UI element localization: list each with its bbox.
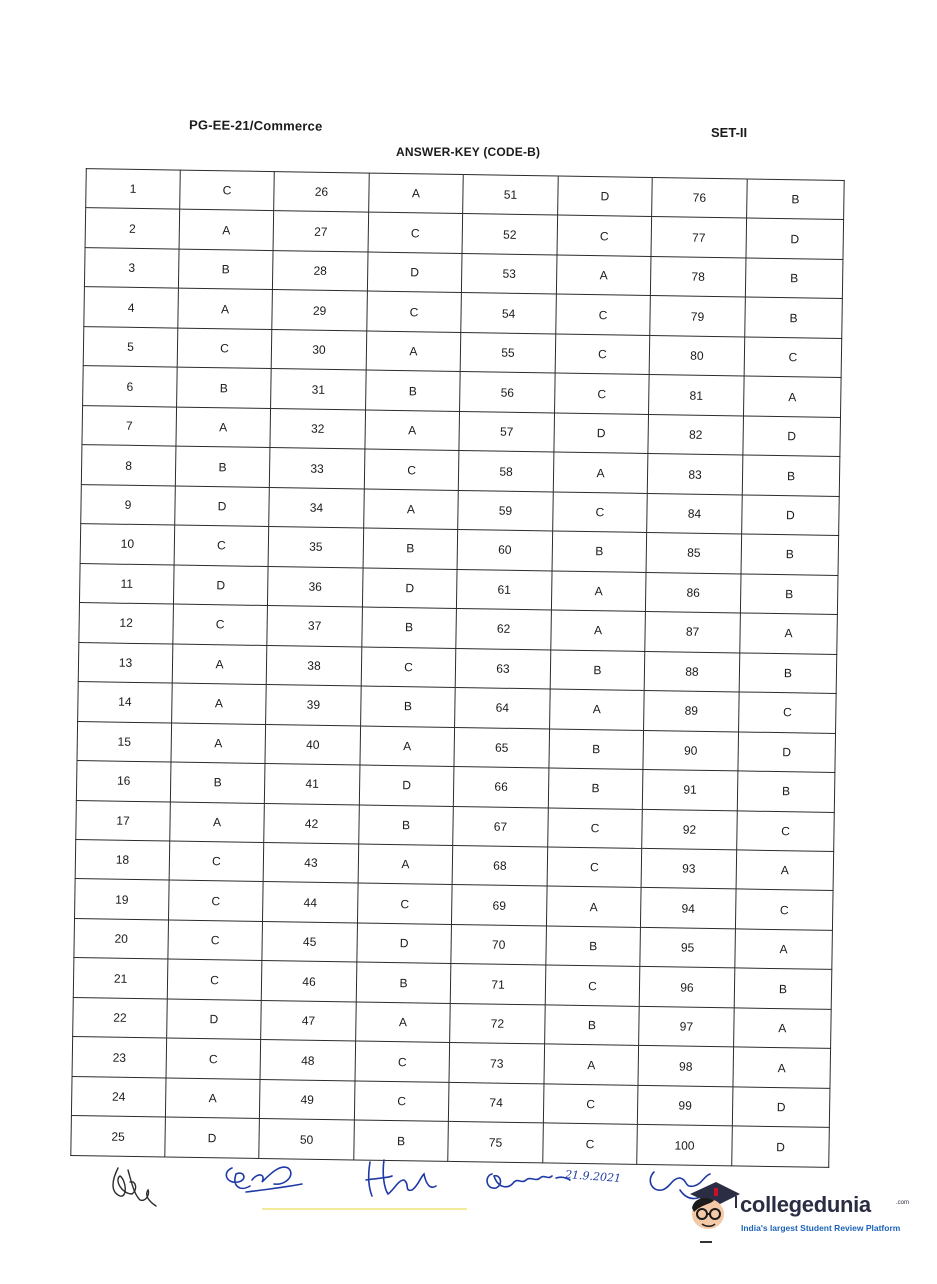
question-number: 2 <box>85 208 180 249</box>
question-number: 78 <box>650 256 746 297</box>
signature-3 <box>366 1160 436 1196</box>
answer-option: A <box>369 173 464 214</box>
highlighter-mark <box>262 1208 467 1210</box>
question-number: 69 <box>451 885 547 926</box>
question-number: 54 <box>461 293 557 334</box>
question-number: 70 <box>451 924 547 965</box>
answer-option: C <box>177 328 272 369</box>
question-number: 93 <box>641 848 737 889</box>
answer-option: A <box>366 331 461 372</box>
question-number: 91 <box>642 769 738 810</box>
question-number: 5 <box>83 326 178 367</box>
answer-option: C <box>543 1084 638 1125</box>
answer-option: A <box>165 1078 260 1119</box>
answer-option: C <box>357 883 452 924</box>
question-number: 22 <box>73 997 168 1038</box>
answer-option: B <box>745 297 843 338</box>
answer-option: C <box>543 1123 638 1164</box>
question-number: 16 <box>76 761 171 802</box>
brand-tagline: India's largest Student Review Platform <box>741 1223 901 1233</box>
answer-option: B <box>747 179 845 220</box>
answer-option: D <box>742 495 840 536</box>
answer-option: C <box>548 807 643 848</box>
answer-option: C <box>355 1041 450 1082</box>
question-number: 46 <box>261 961 357 1002</box>
answer-option: B <box>177 367 272 408</box>
question-number: 74 <box>448 1082 544 1123</box>
question-number: 29 <box>272 290 368 331</box>
answer-option: A <box>365 410 460 451</box>
answer-option: D <box>558 176 653 217</box>
answer-option: C <box>174 525 269 566</box>
answer-option: D <box>743 416 841 457</box>
answer-option: A <box>170 802 265 843</box>
question-number: 24 <box>71 1076 166 1117</box>
answer-option: A <box>171 723 266 764</box>
question-number: 86 <box>645 572 741 613</box>
question-number: 4 <box>84 287 179 328</box>
question-number: 77 <box>651 217 747 258</box>
question-number: 11 <box>79 563 174 604</box>
question-number: 25 <box>71 1116 166 1157</box>
question-number: 66 <box>453 766 549 807</box>
answer-option: A <box>172 683 267 724</box>
question-number: 18 <box>75 840 170 881</box>
answer-option: D <box>362 568 457 609</box>
question-number: 63 <box>455 648 551 689</box>
question-number: 37 <box>267 606 363 647</box>
question-number: 47 <box>261 1000 357 1041</box>
question-number: 15 <box>77 721 172 762</box>
answer-option: A <box>356 1002 451 1043</box>
question-number: 67 <box>453 806 549 847</box>
question-number: 13 <box>78 642 173 683</box>
question-number: 3 <box>84 248 179 289</box>
answer-option: A <box>176 407 271 448</box>
answer-option: A <box>179 210 274 251</box>
answer-option: A <box>740 613 838 654</box>
question-number: 34 <box>269 487 365 528</box>
answer-key-table <box>70 168 844 1168</box>
answer-option: B <box>363 528 458 569</box>
question-number: 49 <box>259 1079 355 1120</box>
answer-option: C <box>361 647 456 688</box>
question-number: 99 <box>637 1085 733 1126</box>
answer-option: C <box>555 373 650 414</box>
answer-option: C <box>555 334 650 375</box>
answer-option: D <box>738 731 836 772</box>
question-number: 61 <box>456 569 552 610</box>
answer-option: B <box>361 686 456 727</box>
question-number: 55 <box>460 332 556 373</box>
question-number: 31 <box>271 369 367 410</box>
answer-option: A <box>550 689 645 730</box>
question-number: 98 <box>638 1046 734 1087</box>
question-number: 38 <box>266 645 362 686</box>
stray-mark <box>700 1241 712 1243</box>
question-number: 83 <box>647 454 743 495</box>
answer-option: B <box>741 534 839 575</box>
question-number: 39 <box>266 685 362 726</box>
answer-option: C <box>367 291 462 332</box>
question-number: 27 <box>273 211 369 252</box>
question-number: 85 <box>646 533 742 574</box>
question-number: 10 <box>80 524 175 565</box>
question-number: 75 <box>448 1122 544 1163</box>
question-number: 44 <box>262 882 358 923</box>
question-number: 17 <box>76 800 171 841</box>
answer-option: A <box>551 610 646 651</box>
question-number: 41 <box>264 764 360 805</box>
answer-option: B <box>359 804 454 845</box>
question-number: 6 <box>83 366 178 407</box>
question-number: 42 <box>264 803 360 844</box>
answer-option: B <box>745 258 843 299</box>
answer-option: D <box>167 999 262 1040</box>
signature-1 <box>113 1168 156 1206</box>
question-number: 45 <box>262 921 358 962</box>
question-number: 36 <box>267 566 363 607</box>
answer-option: D <box>732 1087 830 1128</box>
question-number: 88 <box>644 651 740 692</box>
answer-option: B <box>740 574 838 615</box>
answer-option: B <box>546 926 641 967</box>
answer-option: D <box>357 923 452 964</box>
signature-date: 21.9.2021 <box>564 1168 622 1185</box>
question-number: 43 <box>263 842 359 883</box>
answer-option: B <box>354 1120 449 1161</box>
answer-option: A <box>360 726 455 767</box>
question-number: 9 <box>81 484 176 525</box>
question-number: 30 <box>271 329 367 370</box>
question-number: 73 <box>449 1043 545 1084</box>
question-number: 33 <box>269 448 365 489</box>
answer-option: D <box>165 1117 260 1158</box>
question-number: 23 <box>72 1037 167 1078</box>
question-number: 35 <box>268 527 364 568</box>
answer-option: C <box>168 920 263 961</box>
graduate-mascot-icon <box>684 1178 740 1238</box>
answer-option: C <box>364 449 459 490</box>
answer-key-sheet <box>70 168 843 1168</box>
brand-watermark <box>684 1178 914 1248</box>
answer-option: A <box>553 452 648 493</box>
answer-option: C <box>735 889 833 930</box>
answer-option: C <box>169 880 264 921</box>
answer-option: B <box>356 962 451 1003</box>
brand-name: collegedunia <box>740 1192 871 1217</box>
answer-option: C <box>166 1038 261 1079</box>
answer-option: A <box>172 644 267 685</box>
answer-option: C <box>167 959 262 1000</box>
answer-option: D <box>732 1126 830 1167</box>
answer-option: A <box>364 489 459 530</box>
answer-option: B <box>552 531 647 572</box>
answer-option: A <box>743 376 841 417</box>
answer-option: B <box>742 455 840 496</box>
answer-option: A <box>178 288 273 329</box>
question-number: 64 <box>455 688 551 729</box>
answer-option: C <box>545 965 640 1006</box>
question-number: 50 <box>259 1119 355 1160</box>
question-number: 32 <box>270 408 366 449</box>
answer-option: C <box>547 847 642 888</box>
answer-option: C <box>173 604 268 645</box>
answer-key-body <box>71 169 844 1168</box>
question-number: 80 <box>649 335 745 376</box>
answer-option: C <box>557 215 652 256</box>
question-number: 89 <box>644 691 740 732</box>
set-label: SET-II <box>711 125 748 140</box>
answer-option: B <box>549 729 644 770</box>
question-number: 7 <box>82 405 177 446</box>
question-number: 90 <box>643 730 739 771</box>
answer-option: C <box>169 841 264 882</box>
answer-option: D <box>367 252 462 293</box>
answer-option: A <box>733 1047 831 1088</box>
question-number: 81 <box>649 375 745 416</box>
question-number: 12 <box>79 603 174 644</box>
question-number: 57 <box>459 411 555 452</box>
answer-option: B <box>545 1005 640 1046</box>
answer-option: B <box>737 771 835 812</box>
question-number: 68 <box>452 845 548 886</box>
answer-option: A <box>734 1008 832 1049</box>
question-number: 19 <box>75 879 170 920</box>
signature-2 <box>226 1167 302 1192</box>
answer-option: C <box>553 492 648 533</box>
answer-option: C <box>180 170 275 211</box>
answer-option: A <box>551 571 646 612</box>
answer-option: A <box>735 929 833 970</box>
answer-option: C <box>737 810 835 851</box>
question-number: 40 <box>265 724 361 765</box>
answer-option: A <box>736 850 834 891</box>
answer-option: B <box>170 762 265 803</box>
signature-4 <box>487 1174 570 1188</box>
exam-code: PG-EE-21/Commerce <box>188 117 323 134</box>
question-number: 28 <box>272 250 368 291</box>
answer-option: B <box>178 249 273 290</box>
answer-option: D <box>173 565 268 606</box>
question-number: 97 <box>639 1006 735 1047</box>
answer-option: D <box>175 486 270 527</box>
answer-option: B <box>366 370 461 411</box>
answer-option: B <box>734 968 832 1009</box>
answer-option: C <box>744 337 842 378</box>
answer-option: A <box>358 844 453 885</box>
answer-option: B <box>739 653 837 694</box>
answer-option: C <box>368 213 463 254</box>
question-number: 100 <box>637 1125 733 1166</box>
question-number: 51 <box>463 175 559 216</box>
answer-option: D <box>746 218 844 259</box>
question-number: 58 <box>458 451 554 492</box>
answer-option: B <box>175 446 270 487</box>
answer-option: C <box>739 692 837 733</box>
question-number: 60 <box>457 530 553 571</box>
answer-option: D <box>554 413 649 454</box>
question-number: 76 <box>652 178 748 219</box>
answer-option: B <box>550 650 645 691</box>
question-number: 84 <box>647 493 743 534</box>
question-number: 21 <box>73 958 168 999</box>
answer-option: C <box>556 294 651 335</box>
question-number: 95 <box>640 927 736 968</box>
question-number: 1 <box>86 169 181 210</box>
question-number: 59 <box>458 490 554 531</box>
question-number: 72 <box>450 1003 546 1044</box>
answer-option: C <box>354 1081 449 1122</box>
answer-option: D <box>359 765 454 806</box>
page-title: ANSWER-KEY (CODE-B) <box>396 145 541 159</box>
question-number: 48 <box>260 1040 356 1081</box>
answer-option: A <box>556 255 651 296</box>
answer-option: B <box>548 768 643 809</box>
question-number: 96 <box>639 967 735 1008</box>
question-number: 65 <box>454 727 550 768</box>
question-number: 62 <box>456 609 552 650</box>
question-number: 8 <box>81 445 176 486</box>
question-number: 53 <box>461 253 557 294</box>
question-number: 87 <box>645 612 741 653</box>
question-number: 71 <box>450 964 546 1005</box>
answer-option: B <box>362 607 457 648</box>
question-number: 14 <box>78 682 173 723</box>
question-number: 92 <box>642 809 738 850</box>
question-number: 20 <box>74 918 169 959</box>
question-number: 26 <box>274 172 370 213</box>
answer-option: A <box>544 1044 639 1085</box>
answer-option: A <box>546 886 641 927</box>
question-number: 52 <box>462 214 558 255</box>
question-number: 94 <box>640 888 736 929</box>
question-number: 79 <box>650 296 746 337</box>
question-number: 82 <box>648 414 744 455</box>
brand-suffix: .com <box>896 1200 910 1206</box>
question-number: 56 <box>460 372 556 413</box>
